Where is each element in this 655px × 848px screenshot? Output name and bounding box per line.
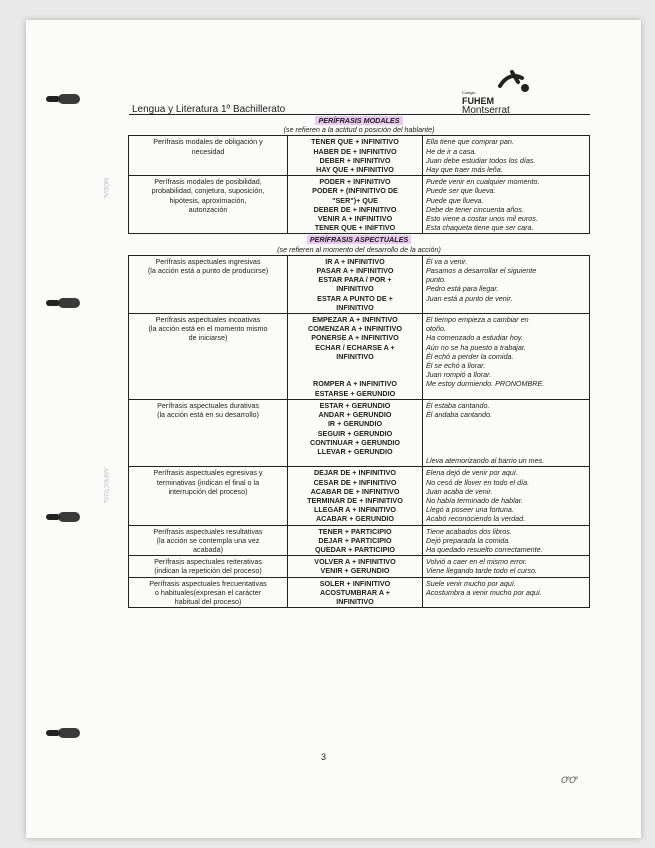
structure-line: QUEDAR + PARTICIPIO	[315, 544, 395, 554]
aspectual-row	[129, 399, 590, 466]
structure-line: HAY QUE + INFINITIVO	[316, 165, 394, 175]
structure-line: ESTAR A PUNTO DE +	[317, 293, 393, 303]
row-examples	[423, 556, 590, 577]
example-line: Dejó preparada la comida.	[426, 535, 511, 545]
row-structures	[288, 577, 423, 608]
example-line: Viene llegando tarde todo el curso.	[426, 566, 537, 576]
structure-line: DEJAR + PARTICIPIO	[318, 535, 392, 545]
structure-line: ECHAR / ECHARSE A +	[315, 342, 395, 352]
page-number: 3	[321, 752, 327, 762]
category-line: Perífrasis aspectuales frecuentativas	[149, 578, 267, 588]
category-line: interrupción del proceso)	[168, 486, 248, 496]
modal-row	[129, 176, 590, 234]
example-line: No había terminado de hablar.	[426, 495, 523, 505]
structure-line: IR A + INFINITIVO	[325, 256, 385, 266]
structure-line: ACABAR DE + INFINITIVO	[310, 486, 400, 496]
row-structures	[288, 314, 423, 400]
margin-note-modal: MODAL	[102, 178, 108, 200]
category-line: necesidad	[191, 146, 225, 156]
structure-line: PODER + INFINITIVO	[319, 177, 391, 187]
example-line: Volvió a caer en el mismo error.	[426, 557, 527, 567]
category-line: (la acción está en su desarrollo)	[157, 410, 259, 420]
row-examples	[423, 255, 590, 313]
structure-line: INFINITIVO	[336, 351, 374, 361]
example-line: Pasamos a desarrollar el siguiente	[426, 266, 537, 276]
structure-line: PODER + (INFINITIVO DE	[312, 186, 398, 196]
example-line: El tiempo empieza a cambiar en	[426, 315, 529, 325]
row-structures	[288, 467, 423, 525]
example-line	[426, 419, 586, 428]
example-line: Ha comenzado a estudiar hoy.	[426, 333, 523, 343]
aspectual-row	[129, 314, 590, 400]
row-structures	[288, 136, 423, 176]
category-line: hipótesis, aproximación,	[169, 195, 247, 205]
example-line: Lleva atemorizando al barrio un mes.	[426, 456, 545, 466]
school-name: Montserrat	[462, 105, 510, 116]
row-category	[129, 176, 288, 234]
example-line	[426, 438, 586, 447]
structure-line: TENER QUE + INFINITIVO	[311, 137, 399, 147]
category-line: Perífrasis aspectuales durativas	[157, 400, 259, 410]
aspectual-row	[129, 525, 590, 556]
structure-line: PONERSE A + INFINITIVO	[311, 333, 399, 343]
row-structures	[288, 556, 423, 577]
row-category	[129, 255, 288, 313]
example-line: Él andaba cantando.	[426, 410, 492, 420]
row-category	[129, 525, 288, 556]
example-line: Juan está a punto de venir.	[426, 293, 513, 303]
structure-line: VENIR A + INFINITIVO	[317, 214, 393, 224]
row-examples	[423, 525, 590, 556]
row-structures	[288, 176, 423, 234]
binder-ring	[58, 298, 80, 308]
category-line: habitual del proceso)	[174, 596, 242, 606]
modal-section-header	[129, 115, 590, 136]
category-line: autorización	[188, 204, 228, 214]
structure-line: LLEGAR A + INFINITIVO	[314, 505, 396, 515]
structure-line: IR + GERUNDIO	[327, 419, 383, 429]
row-category	[129, 136, 288, 176]
structure-line: INFINITIVO	[336, 284, 374, 294]
structure-line: DEJAR DE + INFINITIVO	[313, 468, 397, 478]
example-line: Él va a venir.	[426, 256, 468, 266]
category-line: acabada)	[193, 544, 223, 554]
example-line: Esto viene a costar unos mil euros.	[426, 214, 538, 224]
structure-line: ACOSTUMBRAR A +	[320, 587, 390, 597]
example-line: Puede ser que llueva.	[426, 186, 496, 196]
structure-line: ACABAR + GERUNDIO	[315, 514, 395, 524]
example-line: Él estaba cantando.	[426, 400, 490, 410]
structure-line: INFINITIVO	[336, 596, 374, 606]
example-line: Llegó a poseer una fortuna.	[426, 505, 514, 515]
example-line: Ha quedado resuelto correctamente.	[426, 544, 543, 554]
structure-line	[291, 370, 419, 379]
row-category	[129, 314, 288, 400]
example-line: Acostumbra a venir mucho por aquí.	[426, 587, 542, 597]
example-line: He de ir a casa.	[426, 146, 477, 156]
aspectual-section-title: PERÍFRASIS ASPECTUALES	[307, 235, 411, 244]
binder-ring	[58, 94, 80, 104]
category-line: (indican la repetición del proceso)	[154, 566, 262, 576]
handwritten-signature: ꝍꝍ	[560, 772, 577, 786]
example-line	[426, 447, 586, 456]
example-line: otoño.	[426, 324, 446, 334]
example-line: Elena dejó de venir por aquí.	[426, 468, 518, 478]
category-line: terminativas (indican el final o la	[156, 477, 260, 487]
example-line: Me estoy durmiendo. PRONOMBRE.	[426, 379, 545, 389]
structure-line: PASAR A + INFINITIVO	[316, 266, 394, 276]
example-line: Acabó reconociendo la verdad.	[426, 514, 526, 524]
binder-ring	[58, 512, 80, 522]
structure-line: ANDAR + GERUNDIO	[318, 410, 392, 420]
row-examples	[423, 399, 590, 466]
category-line: (la acción está a punto de producirse)	[147, 266, 269, 276]
example-line: Pedro está para llegar.	[426, 284, 499, 294]
structure-line: TERMINAR DE + INFINITIVO	[307, 495, 403, 505]
category-line: Perífrasis aspectuales reiterativas	[154, 557, 262, 567]
structure-line: DEBER DE + INFINITIVO	[313, 204, 397, 214]
row-category	[129, 556, 288, 577]
aspectual-section-header	[129, 234, 590, 255]
example-line: Juan acaba de venir.	[426, 486, 493, 496]
structure-line: ESTAR PARA / POR +	[318, 275, 392, 285]
category-line: de iniciarse)	[188, 333, 228, 343]
structure-line: DEBER + INFINITIVO	[319, 155, 391, 165]
row-examples	[423, 314, 590, 400]
example-line: Debe de tener cincuenta años.	[426, 204, 524, 214]
modal-row	[129, 136, 590, 176]
example-line: Suele venir mucho por aquí.	[426, 578, 516, 588]
row-examples	[423, 577, 590, 608]
structure-line: VENIR + GERUNDIO	[320, 566, 390, 576]
structure-line: TENER + PARTICIPIO	[318, 526, 392, 536]
structure-line: ESTARSE + GERUNDIO	[314, 388, 396, 398]
row-category	[129, 399, 288, 466]
modal-section-subtitle: (se refieren a la actitud o posición del hablante)	[283, 125, 435, 135]
example-line: Ella tiene que comprar pan.	[426, 137, 514, 147]
example-line: Aún no se ha puesto a trabajar.	[426, 342, 527, 352]
modal-section-title-cell	[129, 115, 590, 136]
category-line: Perífrasis aspectuales resultativas	[153, 526, 263, 536]
row-examples	[423, 176, 590, 234]
row-examples	[423, 136, 590, 176]
example-line: Puede que llueva.	[426, 195, 484, 205]
margin-note-aspectual: ASPECTUAL	[102, 468, 108, 504]
structure-line: CESAR DE + INFINITIVO	[313, 477, 397, 487]
example-line: Juan debe estudiar todos los días.	[426, 155, 536, 165]
row-category	[129, 577, 288, 608]
aspectual-row	[129, 577, 590, 608]
example-line: Él se echó a llorar.	[426, 361, 486, 371]
aspectual-row	[129, 467, 590, 525]
aspectual-row	[129, 556, 590, 577]
structure-line: COMENZAR A + INFINITIVO	[308, 324, 402, 334]
structure-line: ROMPER A + INFINITIVO	[313, 379, 397, 389]
category-line: (la acción está en el momento mismo	[148, 324, 268, 334]
structure-line: SOLER + INFINITIVO	[319, 578, 391, 588]
row-examples	[423, 467, 590, 525]
school-brand: FUHEM	[462, 96, 494, 106]
category-line: Perífrasis aspectuales ingresivas	[155, 256, 261, 266]
category-line: Perífrasis aspectuales egresivas y	[153, 468, 263, 478]
row-category	[129, 467, 288, 525]
category-line: Perífrasis modales de posibilidad,	[154, 177, 262, 187]
example-line: Él echó a perder la comida.	[426, 351, 514, 361]
structure-line: HABER DE + INFINITIVO	[313, 146, 397, 156]
row-structures	[288, 525, 423, 556]
structure-line: VOLVER A + INFINITIVO	[314, 557, 396, 567]
structure-line: INFINITIVO	[336, 302, 374, 312]
school-small-label: Colegio	[462, 90, 476, 95]
example-line	[426, 429, 586, 438]
category-line: o habituales(expresan el carácter	[154, 587, 262, 597]
example-line: Puede venir en cualquier momento.	[426, 177, 540, 187]
structure-line: LLEVAR + GERUNDIO	[317, 446, 393, 456]
example-line: No cesó de llover en todo el día.	[426, 477, 530, 487]
structure-line: TENER QUE + INIFTIVO	[314, 223, 396, 233]
structure-line: EMPEZAR A + INFINTIVO	[312, 315, 398, 325]
category-line: Perífrasis aspectuales incoativas	[155, 315, 261, 325]
aspectual-row	[129, 255, 590, 313]
example-line: Hay que traer más leña.	[426, 165, 503, 175]
periphrasis-table	[128, 114, 590, 608]
row-structures	[288, 399, 423, 466]
example-line: Tiene acabados dos libros.	[426, 526, 512, 536]
category-line: probabilidad, conjetura, suposición,	[151, 186, 265, 196]
modal-section-title: PERÍFRASIS MODALES	[315, 116, 402, 125]
structure-line: CONTINUAR + GERUNDIO	[309, 437, 401, 447]
structure-line: "SER")+ QUE	[332, 195, 378, 205]
example-line: Esta chaqueta tiene que ser cara.	[426, 223, 534, 233]
row-structures	[288, 255, 423, 313]
aspectual-section-title-cell	[129, 234, 590, 255]
category-line: (la acción se contempla una vez	[156, 535, 260, 545]
structure-line	[291, 361, 419, 370]
aspectual-section-subtitle: (se refieren al momento del desarrollo de la acción)	[277, 244, 441, 254]
example-line: Juan rompió a llorar.	[426, 370, 492, 380]
structure-line: ESTAR + GERUNDIO	[319, 400, 391, 410]
example-line: punto.	[426, 275, 446, 285]
school-name-block	[462, 88, 510, 115]
category-line: Perífrasis modales de obligación y	[153, 137, 263, 147]
structure-line: SEGUIR + GERUNDIO	[317, 428, 393, 438]
binder-ring	[58, 728, 80, 738]
course-header: Lengua y Literatura 1º Bachillerato	[132, 104, 286, 115]
